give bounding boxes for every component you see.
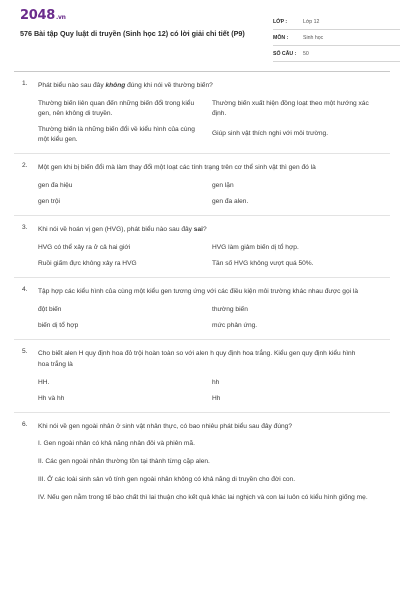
meta-value: Lớp 12 bbox=[303, 18, 320, 25]
meta-row-subject bbox=[273, 30, 400, 46]
answer-option[interactable]: HVG làm giảm biến dị tổ hợp. bbox=[212, 244, 299, 251]
question-text: Phát biểu nào sau đây không đúng khi nói về thường biến? bbox=[38, 82, 213, 89]
answer-option[interactable]: HVG có thể xảy ra ở cả hai giới bbox=[38, 244, 131, 251]
answer-option[interactable]: Thường biến liên quan đến những biến đổi trong kiểu gen, nên không di truyền. bbox=[38, 100, 195, 117]
answer-option[interactable]: gen trội bbox=[38, 198, 60, 205]
answer-option[interactable]: mức phản ứng. bbox=[212, 322, 258, 329]
answer-option[interactable]: Giúp sinh vật thích nghi với môi trường. bbox=[212, 130, 329, 137]
question-text: Tập hợp các kiểu hình của cùng một kiểu gen tương ứng với các điều kiện môi trường khác nhau được gọi là bbox=[38, 288, 359, 295]
meta-label: LỚP : bbox=[273, 18, 288, 25]
option-grid bbox=[38, 378, 390, 404]
question-list bbox=[22, 80, 390, 511]
answer-option[interactable]: gen đa alen. bbox=[212, 198, 249, 205]
question-number: 6. bbox=[22, 421, 28, 428]
option-grid bbox=[38, 243, 390, 269]
answer-option[interactable]: Hh và hh bbox=[38, 395, 65, 402]
header bbox=[20, 0, 388, 72]
meta-box bbox=[273, 14, 400, 62]
answer-option[interactable]: Hh bbox=[212, 395, 221, 402]
question-3 bbox=[22, 224, 390, 269]
question-divider bbox=[14, 277, 390, 278]
meta-value: 50 bbox=[303, 50, 309, 57]
answer-option[interactable]: biến dị tổ hợp bbox=[38, 322, 79, 329]
question-number: 2. bbox=[22, 162, 28, 169]
statement-item: II. Các gen ngoài nhân thường tồn tại thành từng cặp alen. bbox=[38, 458, 210, 465]
question-text: Khi nói về gen ngoài nhân ở sinh vật nhân thực, có bao nhiêu phát biểu sau đây đúng? bbox=[38, 423, 292, 430]
question-divider bbox=[14, 215, 390, 216]
question-divider bbox=[14, 153, 390, 154]
question-text: Một gen khi bị biến đổi mà làm thay đổi một loạt các tính trạng trên cơ thể sinh vật thì gen đó là bbox=[38, 164, 316, 171]
meta-label: MÔN : bbox=[273, 34, 289, 41]
meta-row-count bbox=[273, 46, 400, 62]
answer-option[interactable]: gen lặn bbox=[212, 182, 234, 189]
answer-option[interactable]: đột biến bbox=[38, 306, 62, 313]
answer-option[interactable]: Ruồi giấm đực không xảy ra HVG bbox=[38, 260, 137, 267]
question-text: Khi nói về hoán vị gen (HVG), phát biểu nào sau đây sai? bbox=[38, 226, 207, 233]
answer-option[interactable]: Tần số HVG không vượt quá 50%. bbox=[212, 260, 314, 267]
answer-option[interactable]: Thường biến là những biến đổi về kiểu hình của cùng một kiểu gen. bbox=[38, 126, 195, 143]
site-logo[interactable]: 2048.vn bbox=[20, 8, 66, 23]
answer-option[interactable]: thường biến bbox=[212, 306, 248, 313]
meta-label: SỐ CÂU : bbox=[273, 50, 297, 57]
statement-item: IV. Nếu gen nằm trong tế bào chất thì lai thuận cho kết quả khác lai nghịch và con lai luôn có kiểu hình giống mẹ. bbox=[38, 494, 368, 501]
meta-value: Sinh học bbox=[303, 34, 324, 41]
question-number: 4. bbox=[22, 286, 28, 293]
question-1 bbox=[22, 80, 390, 145]
answer-option[interactable]: Thường biến xuất hiện đồng loạt theo một hướng xác định. bbox=[212, 100, 369, 117]
meta-row-class bbox=[273, 14, 400, 30]
answer-option[interactable]: gen đa hiệu bbox=[38, 182, 73, 189]
question-number: 1. bbox=[22, 80, 28, 87]
question-divider bbox=[14, 339, 390, 340]
document-title: 576 Bài tập Quy luật di truyền (Sinh học 12) có lời giải chi tiết (P9) bbox=[20, 29, 245, 38]
header-divider bbox=[14, 71, 390, 72]
statement-list bbox=[38, 439, 390, 503]
question-number: 5. bbox=[22, 348, 28, 355]
option-grid bbox=[38, 99, 390, 145]
answer-option[interactable]: hh bbox=[212, 379, 220, 386]
question-text: Cho biết alen H quy định hoa đỏ trội hoàn toàn so với alen h quy định hoa trắng. Kiểu gen quy định kiểu hình hoa trắng là bbox=[38, 350, 356, 368]
question-5 bbox=[22, 348, 390, 404]
option-grid bbox=[38, 181, 390, 207]
question-number: 3. bbox=[22, 224, 28, 231]
question-divider bbox=[14, 412, 390, 413]
question-2 bbox=[22, 162, 390, 207]
answer-option[interactable]: HH. bbox=[38, 379, 50, 386]
statement-item: I. Gen ngoài nhân có khả năng nhân đôi và phiên mã. bbox=[38, 440, 195, 447]
option-grid bbox=[38, 305, 390, 331]
question-6 bbox=[22, 421, 390, 503]
statement-item: III. Ở các loài sinh sản vô tính gen ngoài nhân không có khả năng di truyền cho đời con. bbox=[38, 476, 296, 483]
question-4 bbox=[22, 286, 390, 331]
